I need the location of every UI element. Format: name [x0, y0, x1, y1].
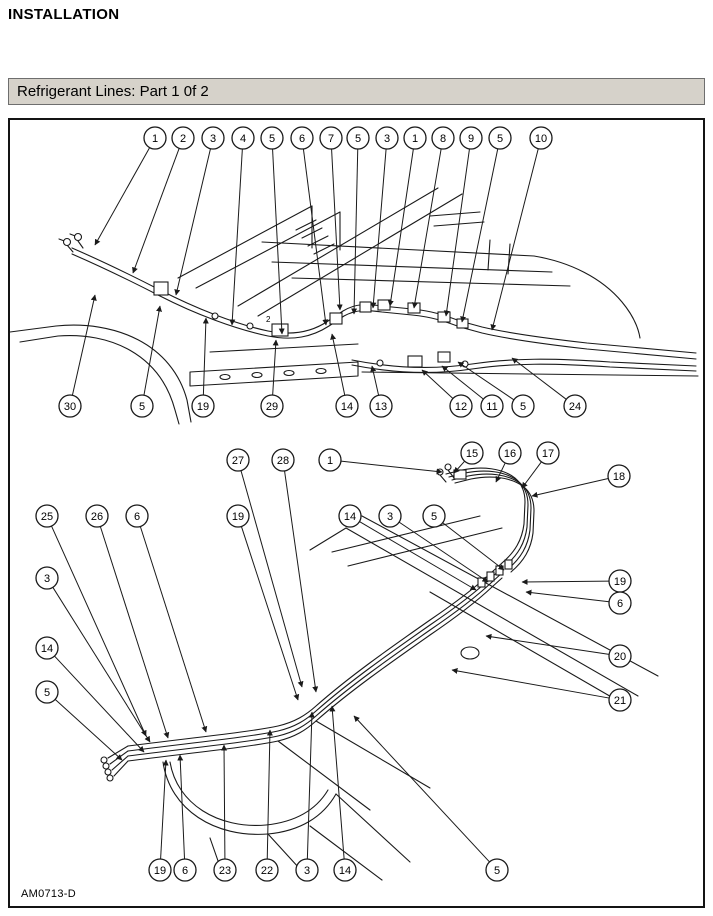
- callout-leader-9: [446, 149, 469, 316]
- callout-leader-25: [52, 526, 146, 736]
- callout-number-19: 19: [196, 401, 210, 413]
- callout-number-3: 3: [386, 511, 394, 523]
- callout-leader-2: [133, 148, 179, 273]
- callout-number-3: 3: [303, 865, 311, 877]
- callout-number-29: 29: [265, 401, 279, 413]
- callout-leader-5: [144, 306, 160, 395]
- callout-number-8: 8: [439, 133, 447, 145]
- callout-leader-1: [95, 148, 150, 245]
- callout-leader-21: [452, 670, 609, 698]
- callout-number-3: 3: [43, 573, 51, 585]
- callout-leader-19: [241, 526, 298, 700]
- callout-leader-3: [373, 149, 386, 308]
- callout-number-14: 14: [40, 643, 54, 655]
- callout-leader-1: [390, 149, 413, 306]
- callout-number-1: 1: [411, 133, 419, 145]
- callout-leader-3: [53, 587, 150, 742]
- callout-number-5: 5: [354, 133, 362, 145]
- page-title: INSTALLATION: [8, 6, 120, 23]
- callout-leader-5: [55, 699, 122, 760]
- callout-number-3: 3: [383, 133, 391, 145]
- callout-number-26: 26: [90, 511, 104, 523]
- callout-number-25: 25: [40, 511, 54, 523]
- callout-leader-22: [267, 730, 270, 859]
- callout-leader-14: [359, 522, 476, 590]
- callout-leader-6: [180, 755, 185, 859]
- callout-number-14: 14: [338, 865, 352, 877]
- callout-number-5: 5: [496, 133, 504, 145]
- callout-number-21: 21: [613, 695, 627, 707]
- diagram-code-label: AM0713-D: [21, 888, 76, 900]
- callout-leader-1: [341, 461, 442, 472]
- diagram-svg: [10, 120, 703, 906]
- callout-number-5: 5: [268, 133, 276, 145]
- callout-number-18: 18: [612, 471, 626, 483]
- callout-number-14: 14: [340, 401, 354, 413]
- callout-leader-19: [522, 581, 609, 582]
- callout-number-13: 13: [374, 401, 388, 413]
- callout-number-16: 16: [503, 448, 517, 460]
- callout-number-5: 5: [138, 401, 146, 413]
- callout-number-6: 6: [298, 133, 306, 145]
- callout-number-15: 15: [465, 448, 479, 460]
- callout-number-23: 23: [218, 865, 232, 877]
- callout-leader-19: [161, 760, 166, 859]
- callout-leader-14: [332, 334, 345, 395]
- callout-number-14: 14: [343, 511, 357, 523]
- callout-number-6: 6: [616, 598, 624, 610]
- callout-number-9: 9: [467, 133, 475, 145]
- callout-leader-26: [100, 526, 168, 738]
- callout-leader-19: [203, 318, 206, 395]
- callout-number-17: 17: [541, 448, 555, 460]
- callout-leader-10: [492, 149, 538, 330]
- callout-number-22: 22: [260, 865, 274, 877]
- callout-leader-3: [307, 712, 312, 859]
- callout-number-2: 2: [179, 133, 187, 145]
- callout-leader-7: [332, 149, 340, 310]
- callout-number-6: 6: [133, 511, 141, 523]
- section-title: Refrigerant Lines: Part 1 0f 2: [17, 83, 209, 100]
- top-illustration-fittings: [64, 234, 469, 380]
- callout-leader-30: [72, 295, 95, 395]
- callout-leader-6: [526, 592, 609, 602]
- callout-number-6: 6: [181, 865, 189, 877]
- inline-art-label: 2: [266, 315, 271, 324]
- callout-number-5: 5: [430, 511, 438, 523]
- callout-leader-12: [422, 370, 453, 399]
- bottom-illustration-art: [108, 468, 658, 880]
- callout-leader-23: [224, 745, 225, 859]
- callout-leader-3: [399, 522, 488, 582]
- refrigerant-lines-diagram: [8, 118, 705, 908]
- callout-leader-28: [285, 471, 316, 692]
- callout-leader-6: [140, 526, 206, 732]
- callout-leader-13: [372, 366, 379, 395]
- callout-leader-27: [241, 471, 302, 687]
- callout-leader-18: [532, 478, 608, 496]
- callout-leader-20: [486, 636, 609, 654]
- callout-number-4: 4: [239, 133, 247, 145]
- callout-leader-5: [462, 149, 498, 322]
- callout-number-5: 5: [519, 401, 527, 413]
- callout-number-11: 11: [486, 401, 498, 413]
- section-header: [8, 78, 705, 105]
- callout-number-27: 27: [231, 455, 245, 467]
- callout-number-24: 24: [568, 401, 582, 413]
- callout-number-28: 28: [276, 455, 290, 467]
- callout-number-7: 7: [327, 133, 335, 145]
- callout-number-3: 3: [209, 133, 217, 145]
- callout-leader-5: [354, 149, 358, 314]
- callout-leader-3: [176, 149, 210, 295]
- callout-layer: [36, 127, 631, 881]
- callout-number-30: 30: [63, 401, 77, 413]
- callout-leader-5: [354, 716, 490, 862]
- callout-number-5: 5: [493, 865, 501, 877]
- callout-leader-8: [414, 149, 441, 308]
- callout-number-19: 19: [153, 865, 167, 877]
- callout-number-12: 12: [454, 401, 468, 413]
- callout-leader-6: [303, 149, 326, 325]
- callout-number-1: 1: [326, 455, 334, 467]
- callout-leader-4: [232, 149, 242, 325]
- callout-number-19: 19: [231, 511, 245, 523]
- callout-leader-14: [55, 656, 144, 752]
- callout-number-10: 10: [534, 133, 548, 145]
- callout-number-5: 5: [43, 687, 51, 699]
- callout-leader-17: [522, 462, 541, 488]
- callout-number-20: 20: [613, 651, 627, 663]
- callout-number-1: 1: [151, 133, 159, 145]
- callout-number-19: 19: [613, 576, 627, 588]
